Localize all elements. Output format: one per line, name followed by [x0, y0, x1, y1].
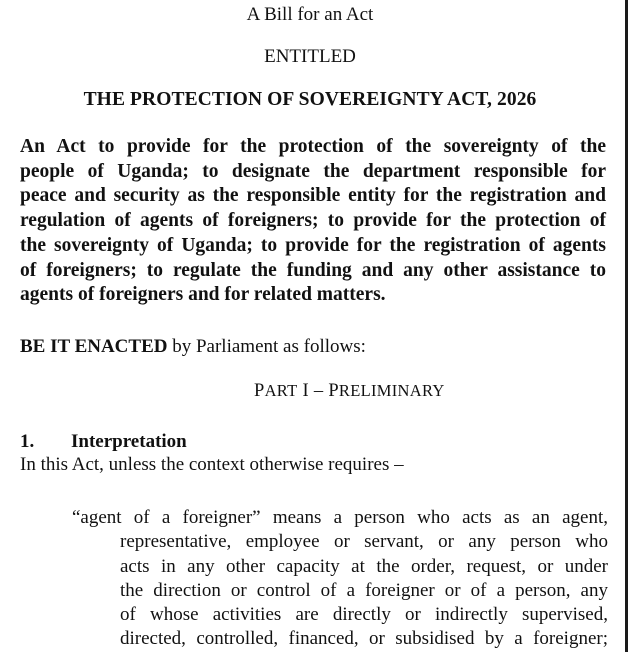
long-title-line: of foreigners; to regulate the funding and any other assistance to	[20, 259, 606, 281]
long-title-line: regulation of agents of foreigners; to provide for the protection of	[20, 210, 606, 232]
part-title-initial: P	[328, 381, 339, 401]
long-title-paragraph	[20, 135, 606, 308]
definition-line: representative, employee or servant, or any person who	[120, 531, 608, 553]
long-title-line: people of Uganda; to designate the department responsible for	[20, 160, 606, 182]
long-title-line: An Act to provide for the protection of the sovereignty of the	[20, 136, 606, 157]
bill-for-an-act-line: A Bill for an Act	[246, 4, 374, 25]
definition-agent-of-a-foreigner	[72, 506, 608, 652]
part-heading	[254, 381, 445, 402]
definition-line: directed, controlled, financed, or subsidised by a foreigner;	[120, 628, 608, 650]
section-number: 1.	[20, 431, 35, 452]
section-intro: In this Act, unless the context otherwise requires –	[20, 454, 404, 475]
long-title-line: agents of foreigners and for related matters.	[20, 284, 386, 306]
definition-line: of whose activities are directly or indirectly supervised,	[120, 604, 608, 626]
entitled-line: ENTITLED	[264, 46, 356, 67]
long-title-line: the sovereignty of Uganda; to provide for the registration of agents	[20, 234, 606, 256]
definition-line: “agent of a foreigner” means a person who acts as an agent,	[72, 507, 608, 528]
part-label-initial: P	[254, 381, 265, 401]
definition-line: acts in any other capacity at the order, request, or under	[120, 555, 608, 577]
long-title-line: peace and security as the responsible entity for the registration and	[20, 185, 606, 207]
part-label-rest: ART	[264, 381, 298, 400]
act-title: THE PROTECTION OF SOVEREIGNTY ACT, 2026	[83, 89, 537, 110]
enacting-clause-rest: by Parliament as follows:	[167, 336, 366, 357]
enacting-clause	[20, 336, 366, 358]
section-heading	[20, 431, 187, 453]
definition-line: the direction or control of a foreigner or of a person, any	[120, 579, 608, 601]
part-number: I –	[297, 381, 329, 401]
enacting-clause-bold: BE IT ENACTED	[20, 336, 168, 357]
part-title-rest: RELIMINARY	[338, 381, 445, 400]
section-title: Interpretation	[71, 431, 187, 452]
